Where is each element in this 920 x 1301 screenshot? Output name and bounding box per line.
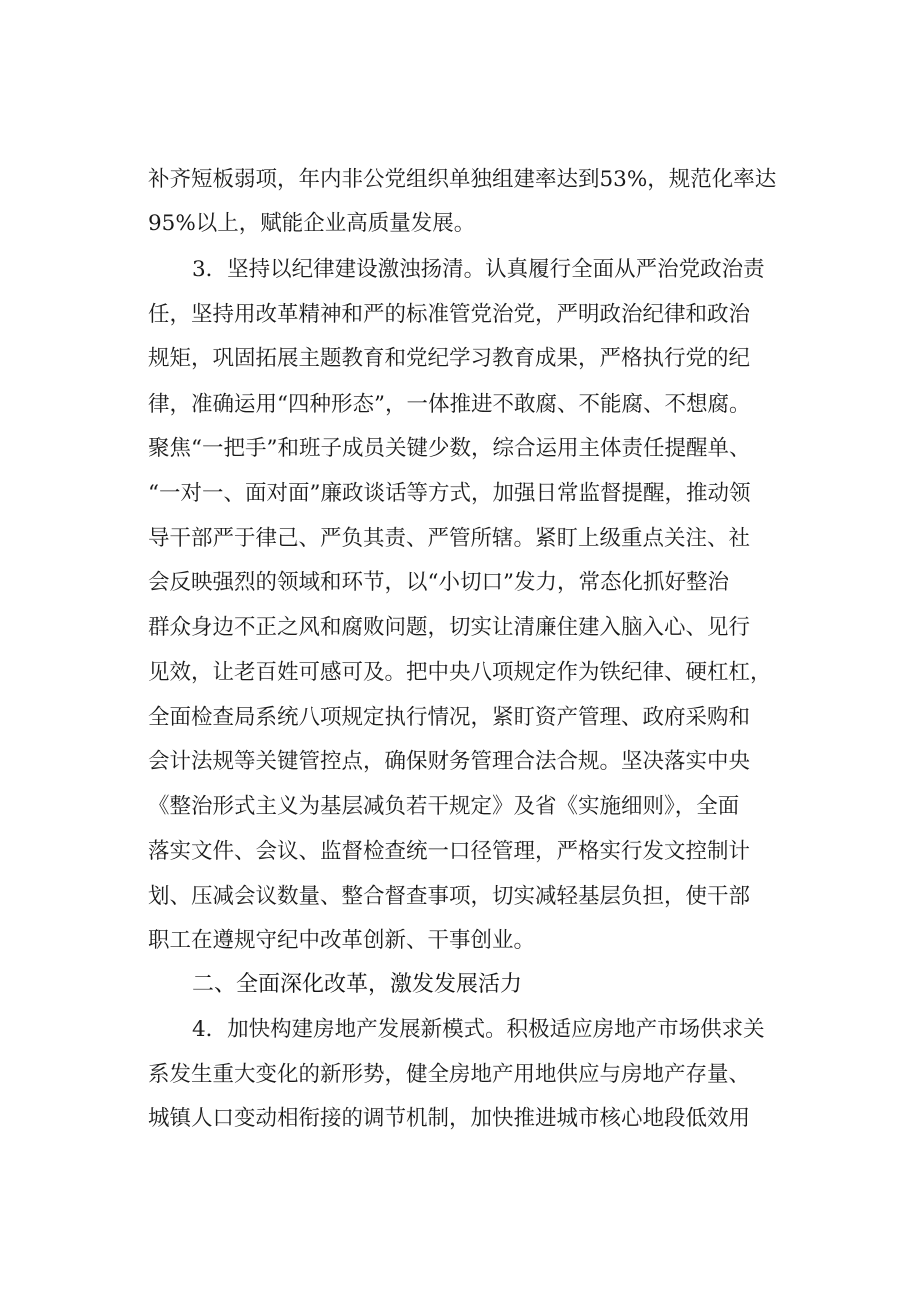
text-line: 见效，让老百姓可感可及。把中央八项规定作为铁纪律、硬杠杠， xyxy=(148,660,772,685)
text-line: 导干部严于律己、严负其责、严管所辖。紧盯上级重点关注、社 xyxy=(148,526,751,551)
text-line: 会计法规等关键管控点，确保财务管理合法合规。坚决落实中央 xyxy=(148,749,751,774)
text-line: 群众身边不正之风和腐败问题，切实让清廉住建入脑入心、见行 xyxy=(148,615,751,640)
text-line: 95%以上，赋能企业高质量发展。 xyxy=(148,211,476,236)
text-line: 城镇人口变动相衔接的调节机制，加快推进城市核心地段低效用 xyxy=(148,1106,751,1131)
text-line: 划、压减会议数量、整合督查事项，切实减轻基层负担，使干部 xyxy=(148,884,751,909)
text-line: 全面检查局系统八项规定执行情况，紧盯资产管理、政府采购和 xyxy=(148,705,751,730)
text-line: 任，坚持用改革精神和严的标准管党治党，严明政治纪律和政治 xyxy=(148,302,751,327)
paragraph-start-line: 4．加快构建房地产发展新模式。积极适应房地产市场供求关 xyxy=(192,1017,765,1042)
section-heading: 二、全面深化改革，激发发展活力 xyxy=(192,972,523,997)
text-line: 补齐短板弱项，年内非公党组织单独组建率达到53%，规范化率达 xyxy=(148,167,777,192)
text-line: 规矩，巩固拓展主题教育和党纪学习教育成果，严格执行党的纪 xyxy=(148,346,751,371)
text-line: 《整治形式主义为基层减负若干规定》及省《实施细则》，全面 xyxy=(148,794,740,819)
text-line: 会反映强烈的领域和环节，以“小切口”发力，常态化抓好整治 xyxy=(148,570,729,595)
paragraph-start-line: 3．坚持以纪律建设激浊扬清。认真履行全面从严治党政治责 xyxy=(192,257,765,282)
text-line: 落实文件、会议、监督检查统一口径管理，严格实行发文控制计 xyxy=(148,839,751,864)
text-line: 职工在遵规守纪中改革创新、干事创业。 xyxy=(148,928,536,953)
text-line: 系发生重大变化的新形势，健全房地产用地供应与房地产存量、 xyxy=(148,1062,751,1087)
text-line: 律，准确运用“四种形态”，一体推进不敢腐、不能腐、不想腐。 xyxy=(148,392,751,417)
text-line: “一对一、面对面”廉政谈话等方式，加强日常监督提醒，推动领 xyxy=(148,481,751,506)
text-line: 聚焦“一把手”和班子成员关键少数，综合运用主体责任提醒单、 xyxy=(148,436,751,461)
